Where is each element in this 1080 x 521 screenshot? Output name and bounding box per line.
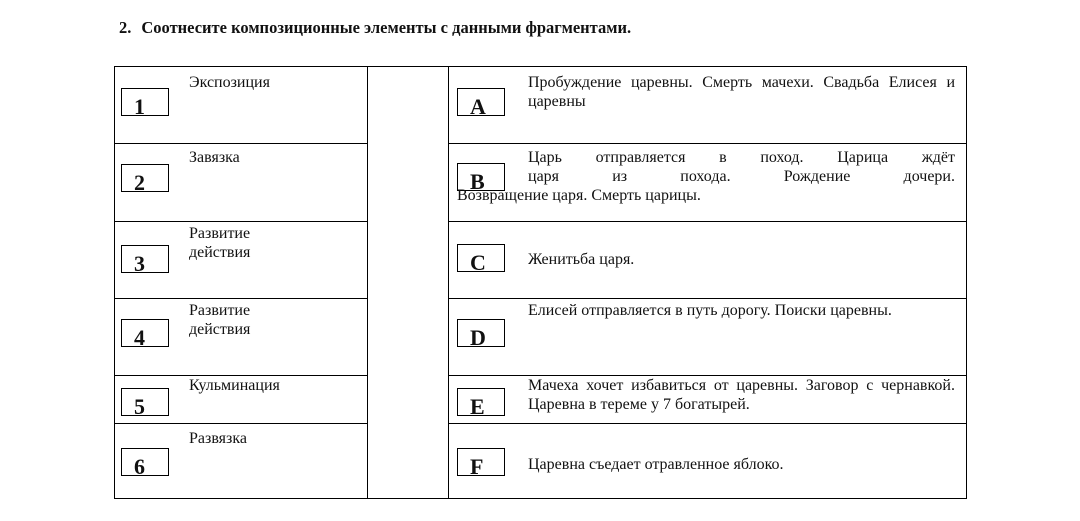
task-number: 2. — [119, 18, 132, 37]
row-divider — [448, 221, 966, 222]
fragment-text-line-3: Возвращение царя. Смерть царицы. — [457, 187, 701, 204]
element-label: Завязка — [189, 149, 240, 166]
row-divider — [115, 143, 367, 144]
element-label: Развитие действия — [189, 302, 251, 338]
fragment-text-line-2: царя из похода. Рождение дочери. — [528, 168, 955, 185]
letter-box: F — [457, 448, 505, 476]
element-label: Развитие действия — [189, 225, 251, 261]
row-divider — [448, 298, 966, 299]
letter-box: A — [457, 88, 505, 116]
fragment-text: Елисей отправляется в путь дорогу. Поиски царевны. — [528, 302, 892, 319]
letter-box: D — [457, 319, 505, 347]
divider-left — [367, 67, 368, 498]
divider-right — [448, 67, 449, 498]
number-box: 4 — [121, 319, 169, 347]
letter-box: C — [457, 244, 505, 272]
fragment-text: Мачеха хочет избавиться от царевны. Заговор с чернавкой. Царевна в тереме у 7 богатырей. — [528, 377, 955, 413]
matching-table — [114, 66, 967, 499]
fragment-text: Царевна съедает отравленное яблоко. — [528, 456, 784, 473]
row-divider — [448, 423, 966, 424]
number-box: 2 — [121, 164, 169, 192]
letter-box: E — [457, 388, 505, 416]
fragment-text: Женитьба царя. — [528, 251, 635, 268]
letter-box: B — [457, 163, 505, 191]
fragment-text: Пробуждение царевны. Смерть мачехи. Свадьба Елисея и царевны — [528, 74, 955, 110]
number-box: 3 — [121, 245, 169, 273]
fragment-text-line-1: Царь отправляется в поход. Царица ждёт — [528, 149, 955, 166]
number-box: 6 — [121, 448, 169, 476]
row-divider — [115, 423, 367, 424]
element-label: Экспозиция — [189, 74, 270, 91]
row-divider — [448, 143, 966, 144]
element-label: Развязка — [189, 430, 247, 447]
element-label: Кульминация — [189, 377, 280, 394]
row-divider — [115, 221, 367, 222]
task-instruction: Соотнесите композиционные элементы с данными фрагментами. — [141, 18, 632, 37]
task-title — [119, 18, 631, 38]
row-divider — [115, 298, 367, 299]
number-box: 1 — [121, 88, 169, 116]
number-box: 5 — [121, 388, 169, 416]
